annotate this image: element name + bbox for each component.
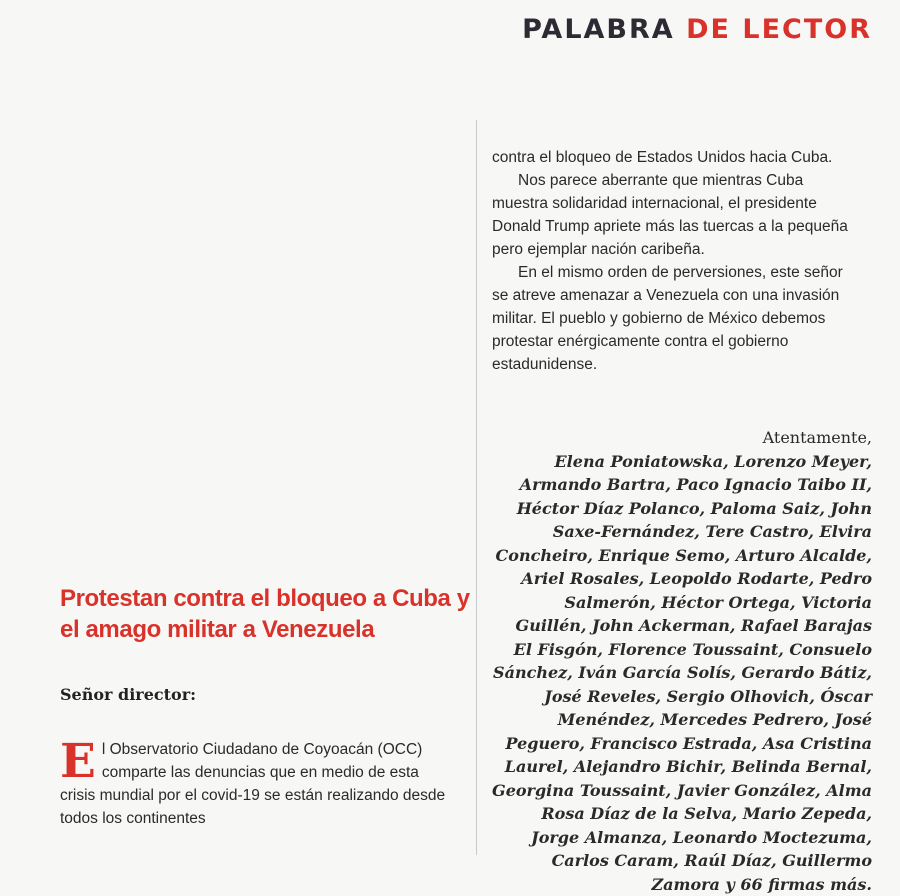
signature-block — [492, 426, 872, 896]
left-body-text: l Observatorio Ciudadano de Coyoacán (OCC) comparte las denuncias que en medio de esta crisis mundial por el covid-19 se están realizando desde todos los continentes — [60, 741, 445, 827]
right-column-body — [492, 146, 860, 376]
paragraph: En el mismo orden de perversiones, este señor se atreve amenazar a Venezuela con una invasión militar. El pueblo y gobierno de México debemos protestar enérgicamente contra el gobierno estadunidense. — [492, 261, 860, 376]
column-divider — [476, 120, 477, 855]
section-header-word1: PALABRA — [522, 14, 675, 45]
section-header-word2: DE LECTOR — [686, 14, 872, 45]
left-column-body — [60, 738, 452, 830]
section-header — [522, 14, 872, 45]
paragraph: Nos parece aberrante que mientras Cuba muestra solidaridad internacional, el presidente Donald Trump apriete más las tuercas a la pequeña pero ejemplar nación caribeña. — [492, 169, 860, 261]
signoff-word: Atentamente, — [492, 426, 872, 450]
letter-greeting: Señor director: — [60, 685, 196, 704]
article-title: Protestan contra el bloqueo a Cuba y el amago militar a Venezuela — [60, 583, 470, 645]
drop-cap: E — [60, 742, 96, 782]
signatories-list: Elena Poniatowska, Lorenzo Meyer, Armando Bartra, Paco Ignacio Taibo II, Héctor Díaz Polanco, Paloma Saiz, John Saxe-Fernández, Tere Castro, Elvira Concheiro, Enrique Semo, Arturo Alcalde, Ariel Rosales, Leopoldo Rodarte, Pedro Salmerón, Héctor Ortega, Victoria Guillén, John Ackerman, Rafael Barajas El Fisgón, Florence Toussaint, Consuelo Sánchez, Iván García Solís, Gerardo Bátiz, José Reveles, Sergio Olhovich, Óscar Menéndez, Mercedes Pedrero, José Peguero, Francisco Estrada, Asa Cristina Laurel, Alejandro Bichir, Belinda Bernal, Georgina Toussaint, Javier González, Alma Rosa Díaz de la Selva, Mario Zepeda, Jorge Almanza, Leonardo Moctezuma, Carlos Caram, Raúl Díaz, Guillermo Zamora y 66 firmas más. — [492, 450, 872, 896]
paragraph-continuation: contra el bloqueo de Estados Unidos hacia Cuba. — [492, 146, 860, 169]
